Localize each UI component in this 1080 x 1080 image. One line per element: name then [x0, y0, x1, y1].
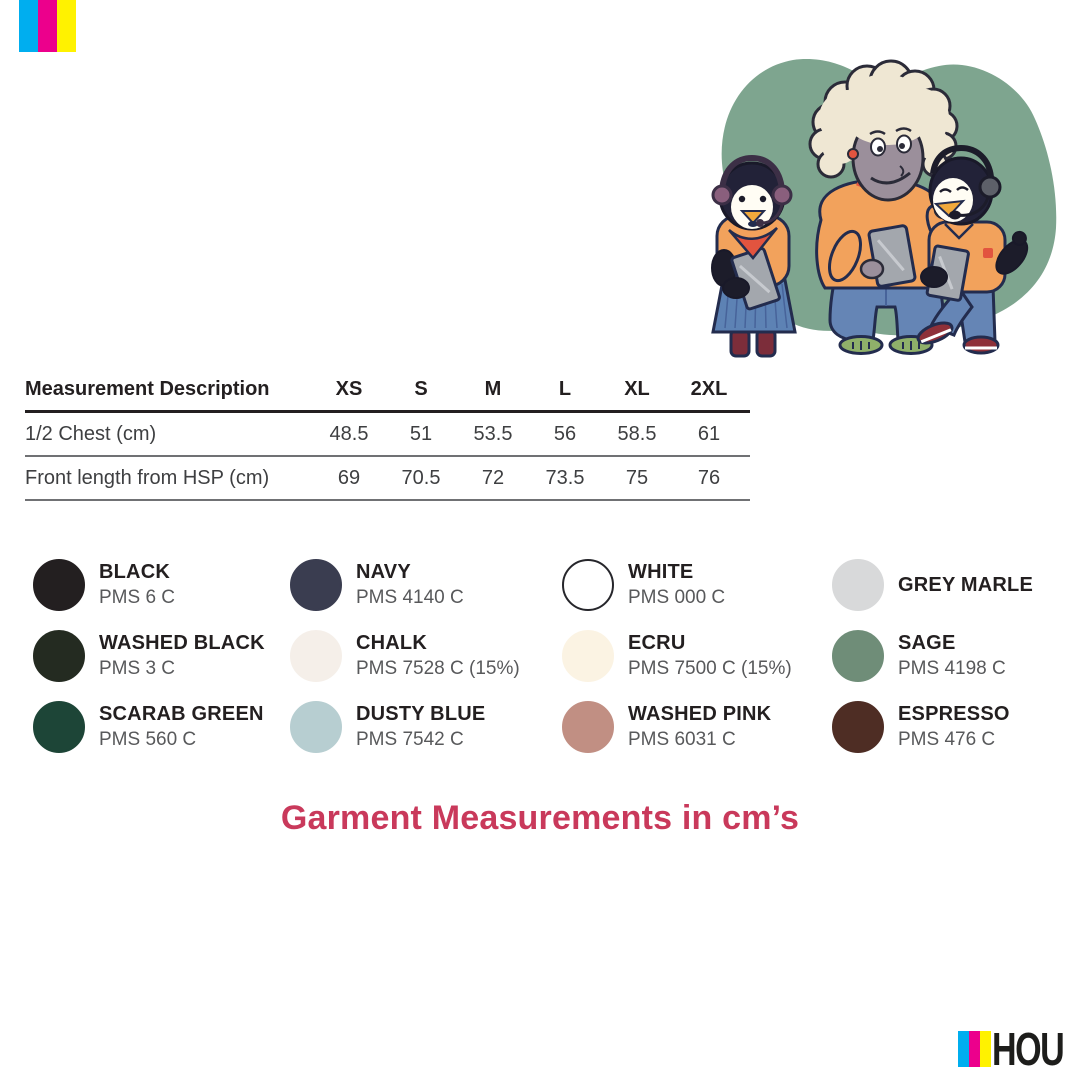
swatch-circle [562, 559, 614, 611]
swatch-circle [832, 701, 884, 753]
swatch-circle [33, 559, 85, 611]
table-row-front-length [25, 457, 750, 501]
row-label: Front length from HSP (cm) [25, 466, 270, 489]
colorway-pms: PMS 000 C [628, 586, 726, 608]
header-size-xl: XL [624, 378, 650, 400]
colorway-pms: PMS 4140 C [356, 586, 464, 608]
logo-yellow-bar [980, 1031, 991, 1067]
colorway-name: DUSTY BLUE [356, 702, 486, 725]
value-s: 51 [409, 422, 433, 445]
colorway-pms: PMS 560 C [99, 728, 197, 750]
colorway-name: NAVY [356, 560, 411, 583]
colorway-pms: PMS 3 C [99, 657, 176, 679]
colorway-pms: PMS 7500 C (15%) [628, 657, 792, 679]
cmyk-print-bars [19, 0, 76, 52]
value-s: 70.5 [401, 466, 441, 489]
colorway-chalk [290, 620, 562, 691]
colorway-espresso [832, 691, 1080, 762]
swatch-circle [832, 630, 884, 682]
value-xl: 75 [625, 466, 649, 489]
colorway-washed-pink [562, 691, 832, 762]
value-2xl: 61 [697, 422, 721, 445]
value-m: 53.5 [473, 422, 513, 445]
penguin-left [712, 158, 795, 356]
colorway-name: WASHED BLACK [99, 631, 265, 654]
table-header-row [25, 378, 750, 413]
swatch-circle [562, 701, 614, 753]
value-2xl: 76 [697, 466, 721, 489]
colorway-pms: PMS 7542 C [356, 728, 464, 750]
swatch-circle [290, 701, 342, 753]
value-xs: 69 [337, 466, 361, 489]
colorway-name: ESPRESSO [898, 702, 1010, 725]
colorway-white [562, 549, 832, 620]
header-size-m: M [484, 378, 502, 400]
colorway-navy [290, 549, 562, 620]
colorway-name: BLACK [99, 560, 170, 583]
value-m: 72 [481, 466, 505, 489]
colorway-pms: PMS 6 C [99, 586, 176, 608]
colorway-name: WASHED PINK [628, 702, 772, 725]
colorway-name: CHALK [356, 631, 427, 654]
colorway-name: SAGE [898, 631, 956, 654]
colorway-name: GREY MARLE [898, 573, 1033, 596]
colorway-black [33, 549, 290, 620]
colorway-pms: PMS 4198 C [898, 657, 1006, 679]
value-l: 73.5 [545, 466, 585, 489]
swatch-circle [33, 630, 85, 682]
colorway-dusty-blue [290, 691, 562, 762]
logo-cyan-bar [958, 1031, 969, 1067]
logo-magenta-bar [969, 1031, 980, 1067]
colorway-pms: PMS 6031 C [628, 728, 736, 750]
measurement-table [25, 378, 750, 501]
hou-logo [958, 1023, 1080, 1075]
cyan-bar [19, 0, 38, 52]
colorway-name: ECRU [628, 631, 686, 654]
colorway-ecru [562, 620, 832, 691]
header-size-2xl: 2XL [690, 378, 728, 400]
header-size-xs: XS [335, 378, 363, 400]
magenta-bar [38, 0, 57, 52]
colorway-name: WHITE [628, 560, 694, 583]
page-title: Garment Measurements in cm’s [280, 799, 800, 837]
swatch-circle [290, 559, 342, 611]
swatch-circle [562, 630, 614, 682]
header-measurement-description: Measurement Description [25, 378, 270, 400]
swatch-circle [832, 559, 884, 611]
value-xl: 58.5 [617, 422, 657, 445]
mascot-illustration [695, 20, 1075, 365]
colorway-washed-black [33, 620, 290, 691]
header-size-s: S [414, 378, 428, 400]
row-label: 1/2 Chest (cm) [25, 422, 157, 445]
value-l: 56 [553, 422, 577, 445]
colorway-grid [33, 549, 1080, 762]
table-row-half-chest [25, 413, 750, 457]
colorway-name: SCARAB GREEN [99, 702, 264, 725]
logo-wordmark: HOU [992, 1023, 1064, 1075]
yellow-bar [57, 0, 76, 52]
colorway-grey-marle [832, 549, 1080, 620]
colorway-pms: PMS 476 C [898, 728, 996, 750]
value-xs: 48.5 [329, 422, 369, 445]
header-size-l: L [558, 378, 572, 400]
colorway-pms: PMS 7528 C (15%) [356, 657, 520, 679]
swatch-circle [290, 630, 342, 682]
colorway-sage [832, 620, 1080, 691]
swatch-circle [33, 701, 85, 753]
colorway-scarab-green [33, 691, 290, 762]
